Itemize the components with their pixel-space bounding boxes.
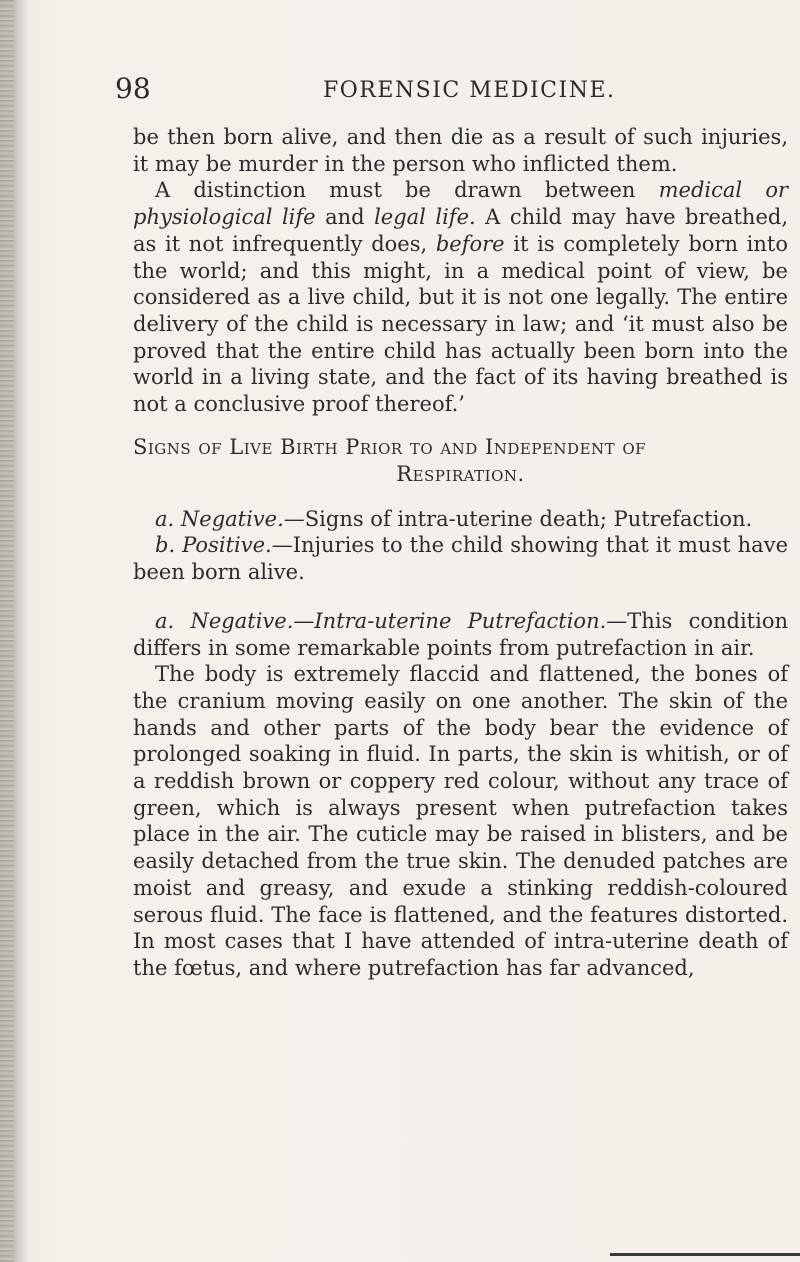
text-run: —Signs of intra-uterine death; Putrefaction. — [283, 506, 753, 531]
text-run: —This condition differs in some remarkable points from putrefaction in air. — [133, 608, 788, 660]
section-heading — [133, 434, 788, 488]
paragraph-text: be then born alive, and then die as a result of such injuries, it may be murder in the person who inflicted them. — [133, 125, 788, 176]
text-run: —Injuries to the child showing that it must have been born alive. — [133, 533, 788, 585]
running-head: FORENSIC MEDICINE. — [323, 78, 616, 103]
book-spine — [0, 0, 14, 1262]
italic-term: medical or physiological life — [133, 178, 788, 230]
paragraph-continuation — [133, 124, 788, 177]
paragraph-text: The body is extremely flaccid and flattened, the bones of the cranium moving easily on one another. The skin of the hands and other parts of the body bear the evidence of prolonged soaking in fluid. In parts, the skin is whitish, or of a reddish brown or coppery red colour, without any trace of green, which is always present when putrefaction takes place in the air. The cuticle may be raised in blisters, and be easily detached from the true skin. The denuded patches are moist and greasy, and exude a stinking reddish-coloured serous fluid. The face is flattened, and the features distorted. In most cases that I have attended of intra-uterine death of the fœtus, and where putrefaction has far advanced, — [133, 662, 788, 980]
list-item-a — [133, 506, 788, 533]
italic-term: Negative.—Intra-uterine Putrefaction. — [190, 608, 607, 633]
page-body — [133, 124, 788, 982]
gutter-shadow — [14, 0, 28, 1262]
text-run: it is completely born into the world; and this might, in a medical point of view, be considered as a live child, but it is not one legally. The entire delivery of the child is necessary in law; and ‘it must also be proved that the entire child has actually been born into the world in a living state, and the fact of its having breathed is not a conclusive proof thereof.’ — [133, 231, 788, 417]
subsection-intro — [133, 608, 788, 661]
list-label: a. — [155, 506, 175, 531]
italic-term: legal life. — [374, 205, 476, 230]
italic-term: before — [435, 231, 505, 256]
list-item-b — [133, 532, 788, 585]
list-label: a. — [155, 608, 175, 633]
paragraph-description — [133, 661, 788, 981]
italic-term: Negative. — [180, 506, 284, 531]
text-run: A distinction must be drawn between — [155, 178, 659, 203]
text-run: and — [315, 205, 375, 230]
page-edge-line — [610, 1253, 800, 1256]
heading-line-2: Respiration. — [396, 461, 525, 486]
list-label: b. — [155, 533, 176, 558]
page-number: 98 — [115, 72, 151, 105]
heading-line-1: Signs of Live Birth Prior to and Independent of — [133, 434, 647, 459]
paragraph-distinction — [133, 177, 788, 417]
text-run: A child may have breathed, as it not infrequently does, — [133, 205, 788, 256]
italic-term: Positive. — [182, 533, 272, 558]
